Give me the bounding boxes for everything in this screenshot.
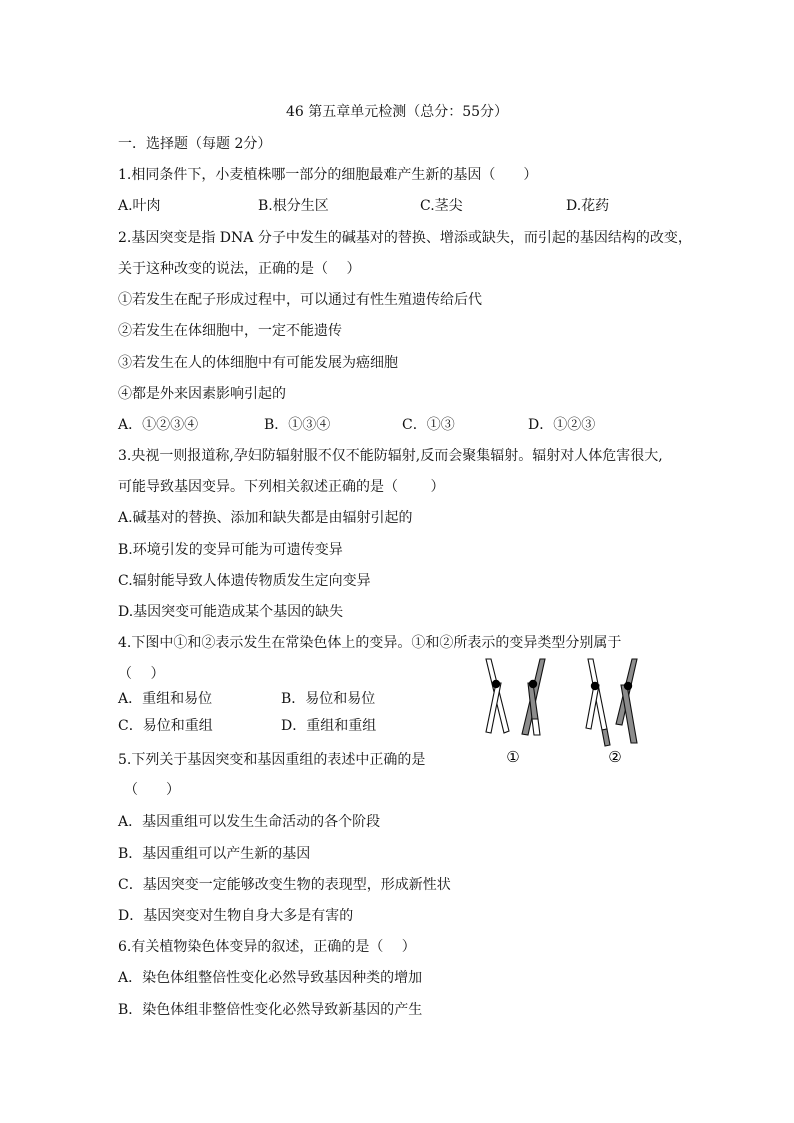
q3-option-d: D.基因突变可能造成某个基因的缺失 [118,604,344,620]
q2-option-d: D．①②③ [528,417,596,433]
centromere-1b [529,680,537,688]
q3-stem-line1: 3.央视一则报道称,孕妇防辐射服不仅不能防辐射,反而会聚集辐射。辐射对人体危害很大, [118,448,663,464]
exchanged-segment-1 [532,719,540,735]
q6-stem: 6.有关植物染色体变异的叙述，正确的是（ ） [118,939,416,955]
centromere-1a [492,680,500,688]
q4-option-b: B．易位和易位 [281,691,376,707]
q2-option-c: C．①③ [402,417,455,433]
centromere-2a [591,682,599,690]
q1-stem: 1.相同条件下，小麦植株哪一部分的细胞最难产生新的基因（ ） [118,167,538,183]
q4-option-d: D．重组和重组 [281,718,377,734]
q1-option-c: C.茎尖 [420,198,463,214]
q4-option-a: A．重组和易位 [118,691,213,707]
q3-stem-line2: 可能导致基因变异。下列相关叙述正确的是（ ） [118,479,445,495]
q3-option-c: C.辐射能导致人体遗传物质发生定向变异 [118,573,371,589]
q5-option-a: A．基因重组可以发生生命活动的各个阶段 [118,814,381,830]
q4-stem-line2: （ ） [118,666,165,682]
q1-option-a: A.叶肉 [118,198,161,214]
chromosome-figure [478,657,663,777]
q4-stem-line1: 4.下图中①和②表示发生在常染色体上的变异。①和②所表示的变异类型分别属于 [118,635,622,651]
q5-option-d: D．基因突变对生物自身大多是有害的 [118,908,354,924]
section-heading: 一．选择题（每题 2分） [118,136,272,152]
q6-option-a: A．染色体组整倍性变化必然导致基因种类的增加 [118,970,423,986]
q2-statement-3: ③若发生在人的体细胞中有可能发展为癌细胞 [118,355,398,371]
q2-option-a: A．①②③④ [118,417,199,433]
q2-statement-4: ④都是外来因素影响引起的 [118,386,286,402]
q3-option-b: B.环境引发的变异可能为可遗传变异 [118,542,343,558]
q5-stem-line2: （ ） [124,782,180,798]
q2-option-b: B．①③④ [264,417,331,433]
chromosome-pair-1 [486,659,545,735]
q5-option-b: B．基因重组可以产生新的基因 [118,846,311,862]
centromere-2b [624,682,632,690]
q6-option-b: B．染色体组非整倍性变化必然导致新基因的产生 [118,1002,423,1018]
chromosome-pair-2 [586,659,637,746]
q5-option-c: C．基因突变一定能够改变生物的表现型，形成新性状 [118,877,451,893]
q2-stem-line1: 2.基因突变是指 DNA 分子中发生的碱基对的替换、增添或缺失，而引起的基因结构的改变， [118,230,692,246]
q2-stem-line2: 关于这种改变的说法，正确的是（ ） [118,261,361,277]
page-title: 46 第五章单元检测（总分：55分） [285,104,509,120]
q3-option-a: A.碱基对的替换、添加和缺失都是由辐射引起的 [118,510,413,526]
q4-option-c: C．易位和重组 [118,718,213,734]
q2-statement-1: ①若发生在配子形成过程中，可以通过有性生殖遗传给后代 [118,292,482,308]
q1-option-d: D.花药 [566,198,610,214]
q1-option-b: B.根分生区 [258,198,329,214]
figure-label-1: ① [506,748,520,766]
q2-statement-2: ②若发生在体细胞中，一定不能遗传 [118,323,342,339]
translocated-segment-2 [602,729,610,746]
q5-stem-line1: 5.下列关于基因突变和基因重组的表述中正确的是 [118,752,426,768]
figure-label-2: ② [608,748,622,766]
